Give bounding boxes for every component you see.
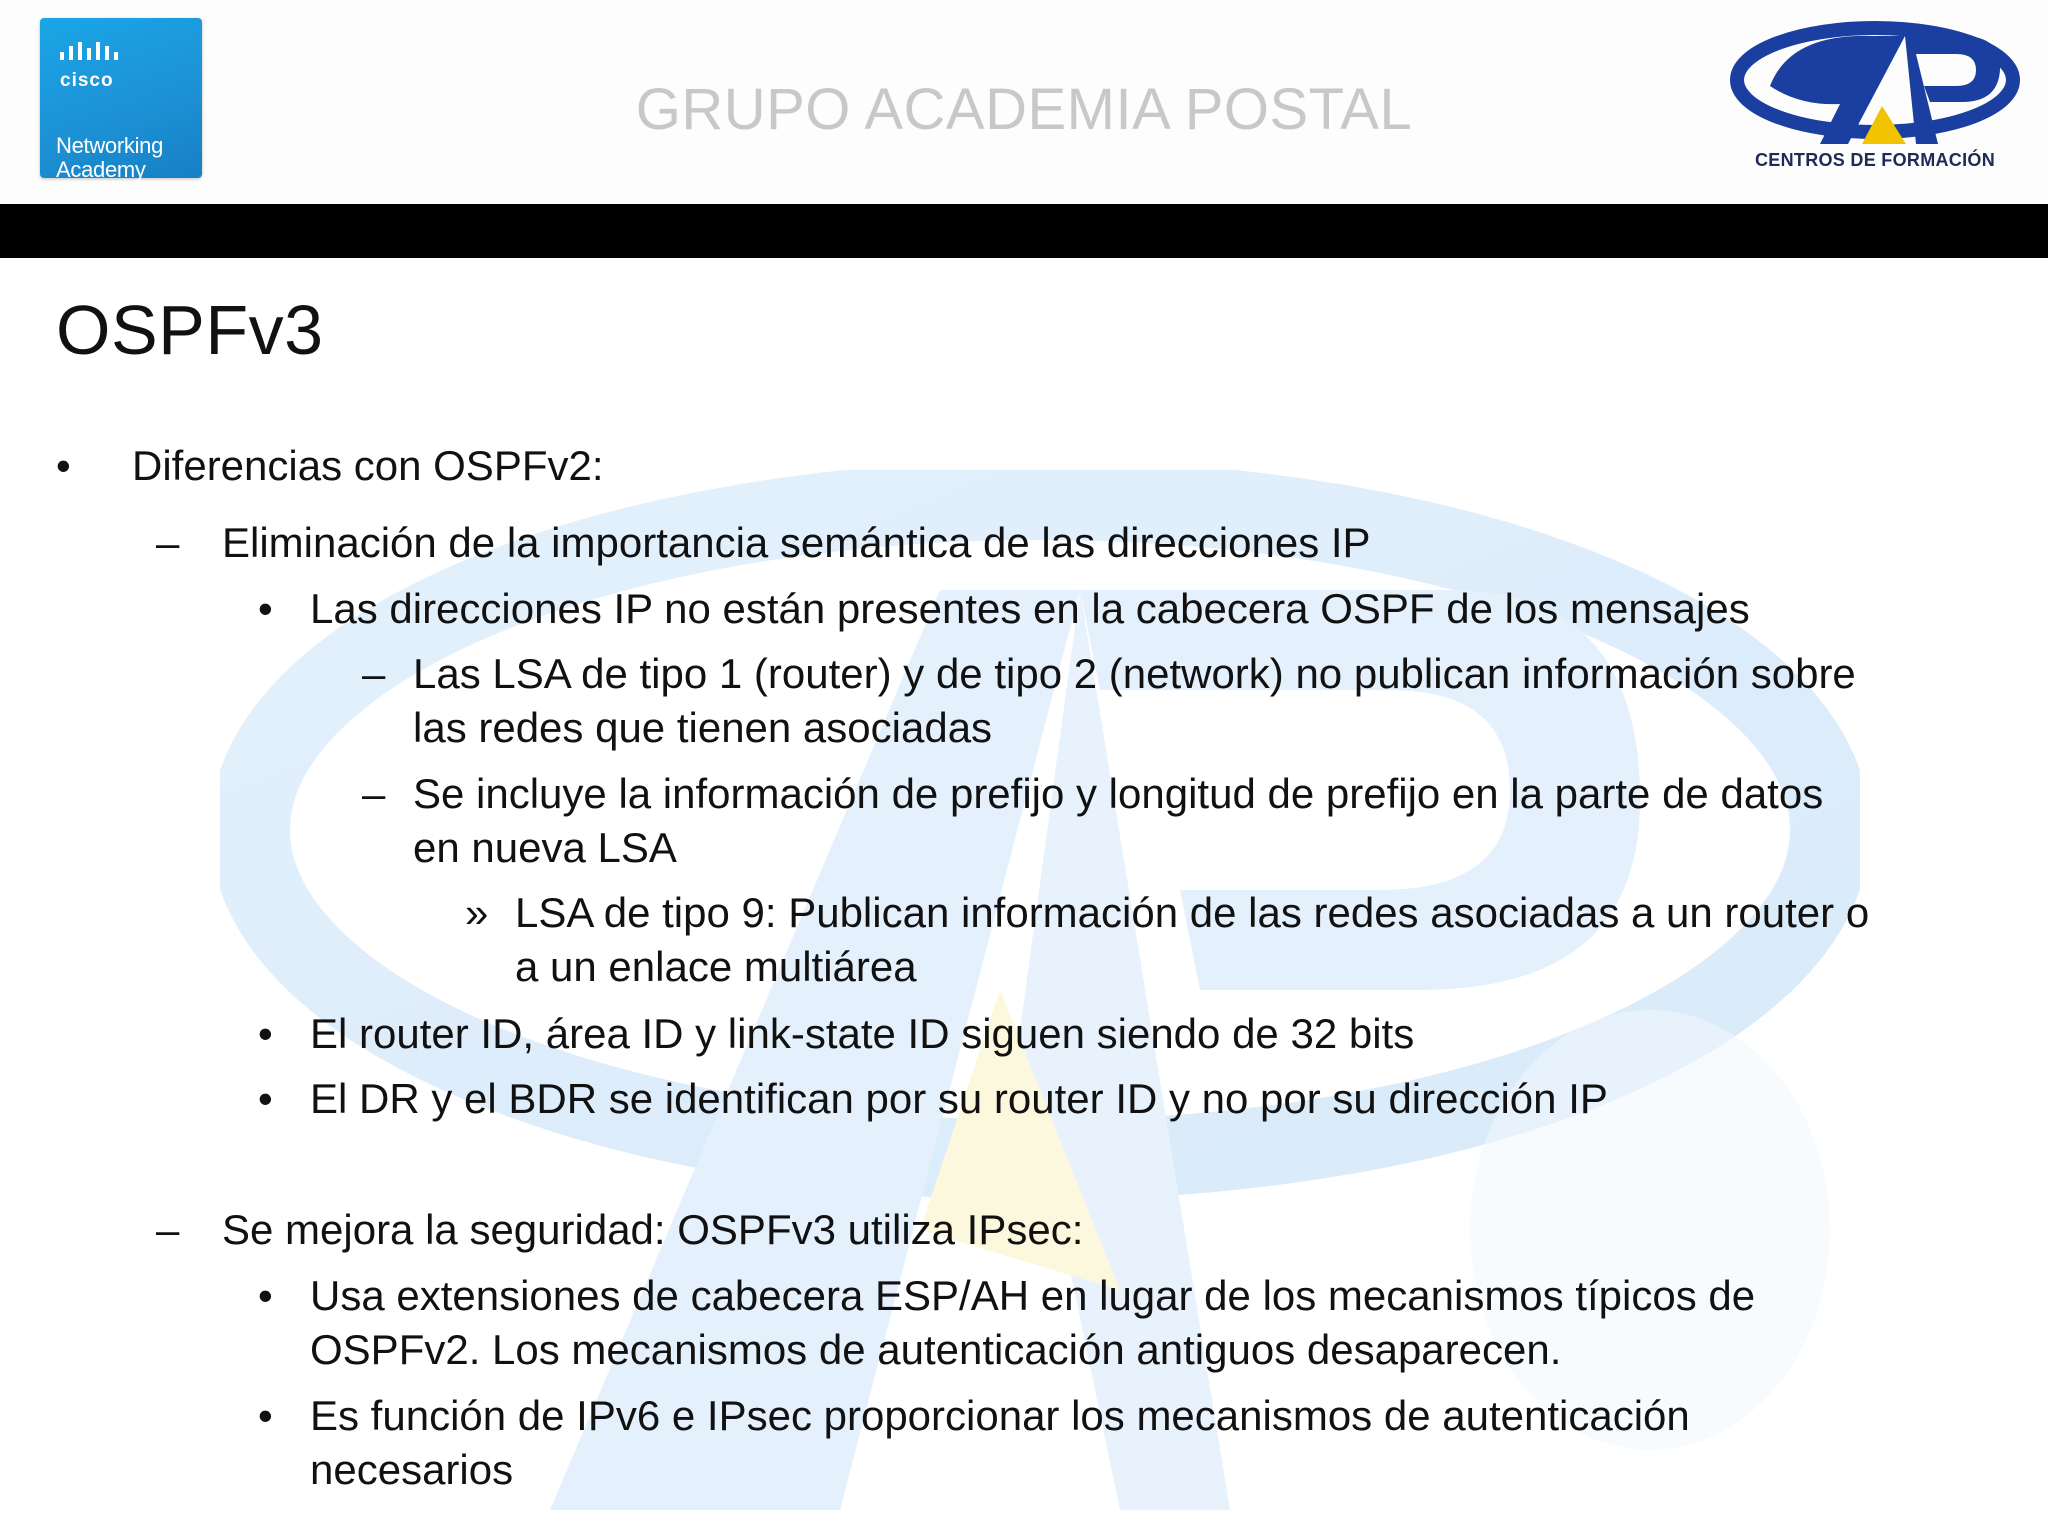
- list-item-continuation: las redes que tienen asociadas: [413, 704, 993, 751]
- list-item: El DR y el BDR se identifican por su router ID y no por su dirección IP: [310, 1075, 1608, 1122]
- list-item-continuation: en nueva LSA: [413, 824, 677, 871]
- networking-academy-text: Networking Academy: [56, 133, 164, 182]
- bullet-marker: –: [156, 519, 180, 566]
- list-item-continuation: a un enlace multiárea: [515, 943, 917, 990]
- bullet-marker: •: [258, 1392, 273, 1439]
- bullet-marker: –: [156, 1206, 180, 1253]
- list-item-continuation: necesarios: [310, 1446, 514, 1493]
- slide-header: [0, 0, 2048, 204]
- bullet-marker: •: [258, 1075, 273, 1122]
- cisco-bars-icon: [58, 40, 138, 68]
- ap-logo-caption: CENTROS DE FORMACIÓN: [1755, 150, 1995, 170]
- list-item: Las direcciones IP no están presentes en la cabecera OSPF de los mensajes: [310, 585, 1750, 632]
- bullet-marker: •: [258, 1272, 273, 1319]
- bullet-marker: »: [465, 889, 489, 936]
- header-title: GRUPO ACADEMIA POSTAL: [635, 77, 1413, 142]
- list-item: Las LSA de tipo 1 (router) y de tipo 2 (network) no publican información sobre: [413, 650, 1856, 697]
- header-band: [0, 204, 2048, 258]
- list-item: Eliminación de la importancia semántica de las direcciones IP: [222, 519, 1371, 566]
- slide-title: OSPFv3: [56, 291, 324, 369]
- list-item: Se mejora la seguridad: OSPFv3 utiliza IPsec:: [222, 1206, 1084, 1253]
- list-item: Diferencias con OSPFv2:: [132, 442, 604, 489]
- list-item-continuation: OSPFv2. Los mecanismos de autenticación antiguos desaparecen.: [310, 1326, 1562, 1373]
- bullet-marker: –: [362, 650, 386, 697]
- list-item: LSA de tipo 9: Publican información de las redes asociadas a un router o: [515, 889, 1870, 936]
- list-item: El router ID, área ID y link-state ID siguen siendo de 32 bits: [310, 1010, 1415, 1057]
- list-item: Se incluye la información de prefijo y longitud de prefijo en la parte de datos: [413, 770, 1824, 817]
- bullet-marker: –: [362, 770, 386, 817]
- cisco-wordmark: cisco: [60, 70, 114, 91]
- bullet-marker: •: [56, 442, 71, 489]
- bullet-marker: •: [258, 585, 273, 632]
- bullet-marker: •: [258, 1010, 273, 1057]
- list-item: Usa extensiones de cabecera ESP/AH en lugar de los mecanismos típicos de: [310, 1272, 1756, 1319]
- list-item: Es función de IPv6 e IPsec proporcionar los mecanismos de autenticación: [310, 1392, 1690, 1439]
